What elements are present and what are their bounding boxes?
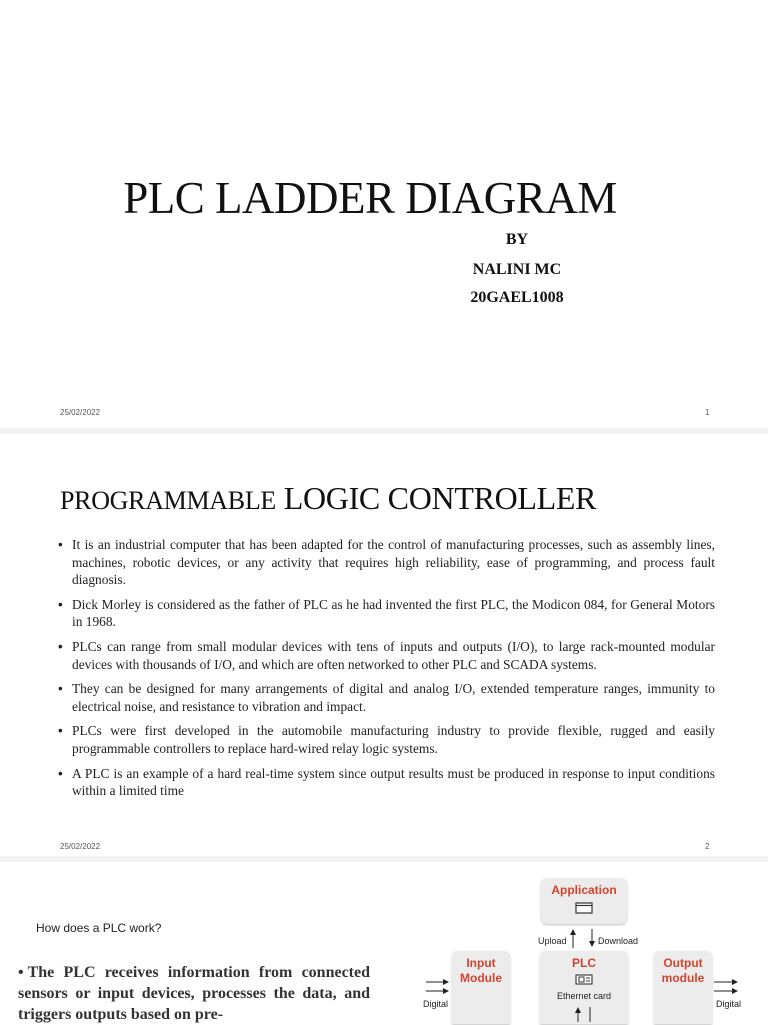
slide-1-title: PLC LADDER DIAGRAM — [123, 173, 617, 223]
plc-bottom-arrows — [578, 1007, 590, 1022]
slide-2-page-number: 2 — [705, 842, 710, 851]
slide-1-date: 25/02/2022 — [60, 408, 101, 417]
list-item: • They can be designed for many arrangements of digital and analog I/O, extended temperature ranges, immunity to electrical noise, and resistance to vibration and impact. — [58, 681, 715, 714]
plc-label: PLC — [572, 956, 596, 970]
digital-output-label: Digital — [716, 999, 742, 1009]
bullet-icon: • — [58, 537, 63, 552]
upload-label: Upload — [538, 936, 567, 946]
bullet-icon: • — [58, 723, 63, 739]
list-item: • A PLC is an example of a hard real-time system since output results must be produced in response to input conditions within a limited time — [58, 765, 715, 799]
output-arrows — [714, 982, 737, 991]
ethernet-card-label: Ethernet card — [556, 991, 612, 1001]
bullet-icon: • — [18, 964, 24, 981]
application-label: Application — [551, 883, 617, 897]
download-label: Download — [598, 936, 639, 946]
list-item: • PLCs can range from small modular devices with tens of inputs and outputs (I/O), to large rack-mounted modular devices with thousands of I/O, and which are often networked to other PLC and SCADA systems. — [58, 638, 715, 672]
slide-3-bullet: • The PLC receives information from connected sensors or input devices, processes the data, and triggers outputs based on pre- — [18, 964, 370, 1023]
list-item: • Dick Morley is considered as the father of PLC as he had invented the first PLC, the Modicon 084, for General Motors in 1968. — [58, 596, 715, 630]
slide-1-by: BY — [505, 231, 529, 248]
list-item: • It is an industrial computer that has been adapted for the control of manufacturing processes, such as assembly lines, machines, robotic devices, or any activity that requires high reliability, ease of programming, and process fault diagnosis. — [58, 537, 715, 588]
list-item: • PLCs were first developed in the automobile manufacturing industry to provide flexible, rugged and easily programmable controllers to replace hard-wired relay logic systems. — [58, 723, 715, 756]
slide-1-page-number: 1 — [705, 408, 710, 417]
bullet-icon: • — [58, 681, 63, 697]
slide-2-title-part-2: LOGIC CONTROLLER — [283, 480, 597, 516]
output-module-label-2: module — [661, 971, 705, 985]
bullet-icon: • — [58, 638, 63, 654]
digital-input-label: Digital — [423, 999, 449, 1009]
slide-2-title-part-1: PROGRAMMABLE — [60, 486, 276, 515]
output-module-label-1: Output — [663, 956, 703, 970]
slide-3-question: How does a PLC work? — [36, 921, 162, 935]
bullet-icon: • — [58, 596, 63, 612]
slide-1-roll-number: 20GAEL1008 — [470, 289, 564, 306]
input-module-label-2: Module — [460, 971, 502, 985]
input-module-label-1: Input — [466, 956, 496, 970]
slide-2-date: 25/02/2022 — [60, 842, 101, 851]
slide-1-author: NALINI MC — [472, 261, 562, 278]
bullet-icon: • — [58, 765, 63, 781]
input-arrows — [426, 982, 448, 991]
